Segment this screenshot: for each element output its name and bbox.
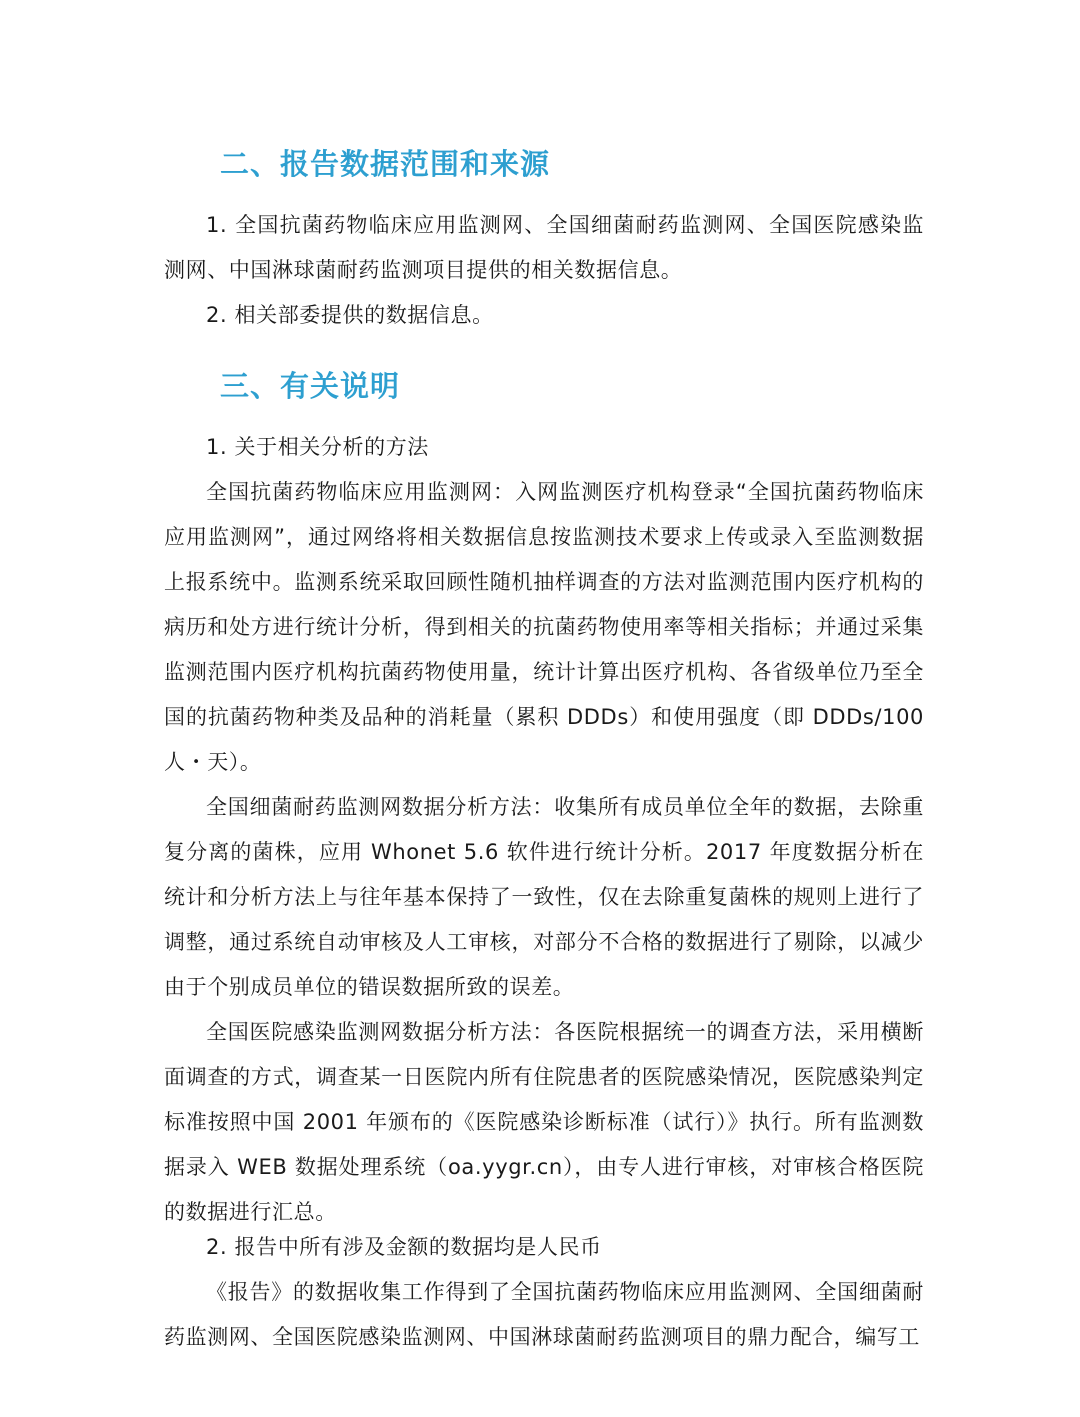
paragraph-bacterial-resistance: 全国细菌耐药监测网数据分析方法：收集所有成员单位全年的数据，去除重复分离的菌株，应用 Whonet 5.6 软件进行统计分析。2017 年度数据分析在统计和分析方法上与往年基本保持了一致性，仅在去除重复菌株的规则上进行了调整，通过系统自动审核及人工审核，对部分不合格的数据进行了剔除，以减少由于个别成员单位的错误数据所致的误差。 xyxy=(164,795,924,999)
paragraph-currency-title: 2. 报告中所有涉及金额的数据均是人民币 xyxy=(206,1235,602,1259)
paragraph-source-2: 2. 相关部委提供的数据信息。 xyxy=(206,303,494,327)
paragraph-source-1: 1. 全国抗菌药物临床应用监测网、全国细菌耐药监测网、全国医院感染监测网、中国淋球菌耐药监测项目提供的相关数据信息。 xyxy=(164,213,924,282)
section-heading-scope-and-source: 二、报告数据范围和来源 xyxy=(220,147,551,181)
paragraph-methods-title: 1. 关于相关分析的方法 xyxy=(206,435,429,459)
paragraph-acknowledgement: 《报告》的数据收集工作得到了全国抗菌药物临床应用监测网、全国细菌耐药监测网、全国医院感染监测网、中国淋球菌耐药监测项目的鼎力配合，编写工 xyxy=(164,1280,924,1349)
paragraph-antibacterial-monitoring: 全国抗菌药物临床应用监测网：入网监测医疗机构登录“全国抗菌药物临床应用监测网”，通过网络将相关数据信息按监测技术要求上传或录入至监测数据上报系统中。监测系统采取回顾性随机抽样调查的方法对监测范围内医疗机构的病历和处方进行统计分析，得到相关的抗菌药物使用率等相关指标；并通过采集监测范围内医疗机构抗菌药物使用量，统计计算出医疗机构、各省级单位乃至全国的抗菌药物种类及品种的消耗量（累积 DDDs）和使用强度（即 DDDs/100人・天）。 xyxy=(164,480,924,774)
paragraph-hospital-infection: 全国医院感染监测网数据分析方法：各医院根据统一的调查方法，采用横断面调查的方式，调查某一日医院内所有住院患者的医院感染情况，医院感染判定标准按照中国 2001 年颁布的《医院感染诊断标准（试行）》执行。所有监测数据录入 WEB 数据处理系统（oa.yygr.cn），由专人进行审核，对审核合格医院的数据进行汇总。 xyxy=(164,1020,924,1224)
section-heading-notes: 三、有关说明 xyxy=(220,369,401,403)
